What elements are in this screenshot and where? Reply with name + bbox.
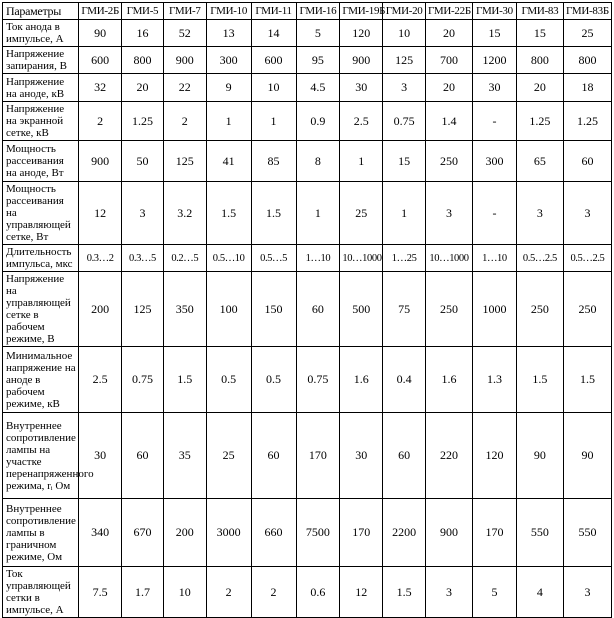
table-cell: 3.2 xyxy=(163,182,206,245)
table-cell: 0.5…2.5 xyxy=(516,245,563,272)
table-cell: 3 xyxy=(563,567,611,618)
table-cell: 0.5…10 xyxy=(206,245,251,272)
col-header: ГМИ-11 xyxy=(251,3,296,20)
table-cell: 2 xyxy=(251,567,296,618)
table-cell: 0.3…5 xyxy=(122,245,164,272)
table-cell: 170 xyxy=(473,499,517,567)
table-row xyxy=(3,499,612,567)
table-cell: 13 xyxy=(206,20,251,47)
row-label: Мощность рассеивания на управляющей сетке, Вт xyxy=(3,182,79,245)
table-cell: 1…10 xyxy=(473,245,517,272)
table-cell: 660 xyxy=(251,499,296,567)
row-label: Напряжение запирания, В xyxy=(3,47,79,74)
table-cell: 0.75 xyxy=(383,102,426,141)
table-cell: 16 xyxy=(122,20,164,47)
table-cell: 250 xyxy=(563,272,611,347)
col-header: ГМИ-7 xyxy=(163,3,206,20)
table-row xyxy=(3,74,612,102)
table-cell: 3 xyxy=(563,182,611,245)
table-cell: 800 xyxy=(516,47,563,74)
col-header: ГМИ-83 xyxy=(516,3,563,20)
table-cell: 0.5…5 xyxy=(251,245,296,272)
col-header: ГМИ-19Б xyxy=(340,3,383,20)
table-cell: 1 xyxy=(296,182,340,245)
table-cell: 41 xyxy=(206,141,251,182)
row-label: Напряжение на экранной сетке, кВ xyxy=(3,102,79,141)
col-header: ГМИ-20 xyxy=(383,3,426,20)
table-cell: 1.5 xyxy=(516,347,563,413)
table-cell: 1.5 xyxy=(251,182,296,245)
table-cell: 25 xyxy=(206,413,251,499)
col-header: ГМИ-2Б xyxy=(79,3,122,20)
table-row xyxy=(3,102,612,141)
row-label: Мощность рассеивания на аноде, Вт xyxy=(3,141,79,182)
table-cell: 10 xyxy=(383,20,426,47)
table-cell: 500 xyxy=(340,272,383,347)
table-cell: 800 xyxy=(563,47,611,74)
table-cell: 90 xyxy=(516,413,563,499)
table-cell: 3 xyxy=(122,182,164,245)
row-label: Минимальное напряжение на аноде в рабочем режиме, кВ xyxy=(3,347,79,413)
table-cell: 1.4 xyxy=(426,102,473,141)
table-cell: 10…1000 xyxy=(340,245,383,272)
table-cell: - xyxy=(473,102,517,141)
row-label: Напряжение на управляющей сетке в рабочем режиме, В xyxy=(3,272,79,347)
table-cell: 3 xyxy=(516,182,563,245)
row-label: Внутреннее сопротивление лампы в граничном режиме, Ом xyxy=(3,499,79,567)
table-cell: 350 xyxy=(163,272,206,347)
param-header: Параметры xyxy=(3,3,79,20)
table-cell: 170 xyxy=(296,413,340,499)
table-cell: 52 xyxy=(163,20,206,47)
col-header: ГМИ-10 xyxy=(206,3,251,20)
table-cell: 600 xyxy=(79,47,122,74)
header-row xyxy=(3,3,612,20)
table-cell: 100 xyxy=(206,272,251,347)
table-cell: 1000 xyxy=(473,272,517,347)
table-row xyxy=(3,141,612,182)
table-cell: 0.75 xyxy=(122,347,164,413)
table-cell: 20 xyxy=(426,74,473,102)
table-row xyxy=(3,413,612,499)
table-cell: 1.3 xyxy=(473,347,517,413)
table-cell: 1.25 xyxy=(516,102,563,141)
table-row xyxy=(3,272,612,347)
table-cell: 15 xyxy=(516,20,563,47)
table-cell: 50 xyxy=(122,141,164,182)
table-cell: 10 xyxy=(251,74,296,102)
table-cell: 1.6 xyxy=(340,347,383,413)
table-cell: 1.6 xyxy=(426,347,473,413)
table-cell: 200 xyxy=(163,499,206,567)
table-cell: 4.5 xyxy=(296,74,340,102)
table-cell: 2.5 xyxy=(79,347,122,413)
table-cell: 60 xyxy=(383,413,426,499)
table-cell: 8 xyxy=(296,141,340,182)
table-row xyxy=(3,567,612,618)
table-cell: 90 xyxy=(563,413,611,499)
table-cell: 1…25 xyxy=(383,245,426,272)
table-cell: 20 xyxy=(122,74,164,102)
table-cell: 60 xyxy=(563,141,611,182)
table-row xyxy=(3,20,612,47)
table-cell: 60 xyxy=(251,413,296,499)
table-cell: 120 xyxy=(340,20,383,47)
table-cell: 85 xyxy=(251,141,296,182)
row-label: Ток анода в импульсе, А xyxy=(3,20,79,47)
table-cell: 22 xyxy=(163,74,206,102)
table-cell: 300 xyxy=(473,141,517,182)
table-cell: 3 xyxy=(426,567,473,618)
table-cell: 7500 xyxy=(296,499,340,567)
table-cell: 800 xyxy=(122,47,164,74)
table-cell: 125 xyxy=(383,47,426,74)
table-cell: 0.5 xyxy=(206,347,251,413)
table-cell: 0.3…2 xyxy=(79,245,122,272)
table-cell: 95 xyxy=(296,47,340,74)
table-cell: 15 xyxy=(473,20,517,47)
table-cell: 12 xyxy=(340,567,383,618)
table-cell: 2 xyxy=(206,567,251,618)
table-cell: 340 xyxy=(79,499,122,567)
table-cell: 0.5…2.5 xyxy=(563,245,611,272)
table-cell: 15 xyxy=(383,141,426,182)
row-label: Внутреннее сопротивление лампы на участке перенапряженного режима, rᵢ Ом xyxy=(3,413,79,499)
table-cell: 1.7 xyxy=(122,567,164,618)
table-cell: 4 xyxy=(516,567,563,618)
row-label: Длительность импульса, мкс xyxy=(3,245,79,272)
table-cell: 1.5 xyxy=(206,182,251,245)
table-cell: 200 xyxy=(79,272,122,347)
table-cell: 1200 xyxy=(473,47,517,74)
table-cell: 1 xyxy=(251,102,296,141)
table-cell: 550 xyxy=(516,499,563,567)
table-cell: 3 xyxy=(426,182,473,245)
table-cell: 60 xyxy=(122,413,164,499)
table-cell: 1…10 xyxy=(296,245,340,272)
table-cell: 1 xyxy=(383,182,426,245)
table-cell: 75 xyxy=(383,272,426,347)
table-cell: 20 xyxy=(426,20,473,47)
table-cell: 25 xyxy=(340,182,383,245)
table-cell: 900 xyxy=(79,141,122,182)
table-cell: 30 xyxy=(340,74,383,102)
table-cell: 1 xyxy=(206,102,251,141)
table-cell: 250 xyxy=(426,272,473,347)
table-cell: 30 xyxy=(340,413,383,499)
table-cell: 125 xyxy=(163,141,206,182)
table-cell: 0.75 xyxy=(296,347,340,413)
row-label: Напряжение на аноде, кВ xyxy=(3,74,79,102)
table-cell: 20 xyxy=(516,74,563,102)
table-cell: 550 xyxy=(563,499,611,567)
col-header: ГМИ-30 xyxy=(473,3,517,20)
table-cell: 90 xyxy=(79,20,122,47)
table-cell: 250 xyxy=(516,272,563,347)
table-row xyxy=(3,47,612,74)
col-header: ГМИ-83Б xyxy=(563,3,611,20)
table-cell: 10 xyxy=(163,567,206,618)
table-cell: 170 xyxy=(340,499,383,567)
table-cell: 1.5 xyxy=(383,567,426,618)
table-cell: 2 xyxy=(79,102,122,141)
table-cell: 10…1000 xyxy=(426,245,473,272)
table-cell: 250 xyxy=(426,141,473,182)
table-row xyxy=(3,182,612,245)
table-cell: 3000 xyxy=(206,499,251,567)
table-cell: 150 xyxy=(251,272,296,347)
table-cell: 65 xyxy=(516,141,563,182)
table-cell: 1.25 xyxy=(122,102,164,141)
table-cell: 1.5 xyxy=(163,347,206,413)
table-cell: 1.25 xyxy=(563,102,611,141)
table-cell: 700 xyxy=(426,47,473,74)
table-cell: 900 xyxy=(340,47,383,74)
col-header: ГМИ-5 xyxy=(122,3,164,20)
table-cell: 0.9 xyxy=(296,102,340,141)
lamp-parameters-table xyxy=(2,2,612,618)
table-cell: 1 xyxy=(340,141,383,182)
table-cell: 5 xyxy=(473,567,517,618)
row-label: Ток управляющей сетки в импульсе, А xyxy=(3,567,79,618)
table-cell: 30 xyxy=(473,74,517,102)
table-cell: 0.2…5 xyxy=(163,245,206,272)
table-cell: 600 xyxy=(251,47,296,74)
table-cell: 2200 xyxy=(383,499,426,567)
table-cell: 12 xyxy=(79,182,122,245)
table-cell: - xyxy=(473,182,517,245)
col-header: ГМИ-16 xyxy=(296,3,340,20)
table-cell: 0.4 xyxy=(383,347,426,413)
table-cell: 30 xyxy=(79,413,122,499)
table-cell: 60 xyxy=(296,272,340,347)
table-cell: 300 xyxy=(206,47,251,74)
table-row xyxy=(3,347,612,413)
table-cell: 670 xyxy=(122,499,164,567)
table-cell: 125 xyxy=(122,272,164,347)
table-cell: 9 xyxy=(206,74,251,102)
table-cell: 2.5 xyxy=(340,102,383,141)
table-cell: 1.5 xyxy=(563,347,611,413)
table-cell: 5 xyxy=(296,20,340,47)
table-cell: 32 xyxy=(79,74,122,102)
table-cell: 220 xyxy=(426,413,473,499)
table-cell: 35 xyxy=(163,413,206,499)
table-cell: 3 xyxy=(383,74,426,102)
table-cell: 0.5 xyxy=(251,347,296,413)
table-cell: 7.5 xyxy=(79,567,122,618)
table-cell: 0.6 xyxy=(296,567,340,618)
table-cell: 900 xyxy=(163,47,206,74)
table-cell: 14 xyxy=(251,20,296,47)
table-cell: 2 xyxy=(163,102,206,141)
table-cell: 120 xyxy=(473,413,517,499)
table-cell: 900 xyxy=(426,499,473,567)
table-cell: 18 xyxy=(563,74,611,102)
table-row xyxy=(3,245,612,272)
table-cell: 25 xyxy=(563,20,611,47)
col-header: ГМИ-22Б xyxy=(426,3,473,20)
